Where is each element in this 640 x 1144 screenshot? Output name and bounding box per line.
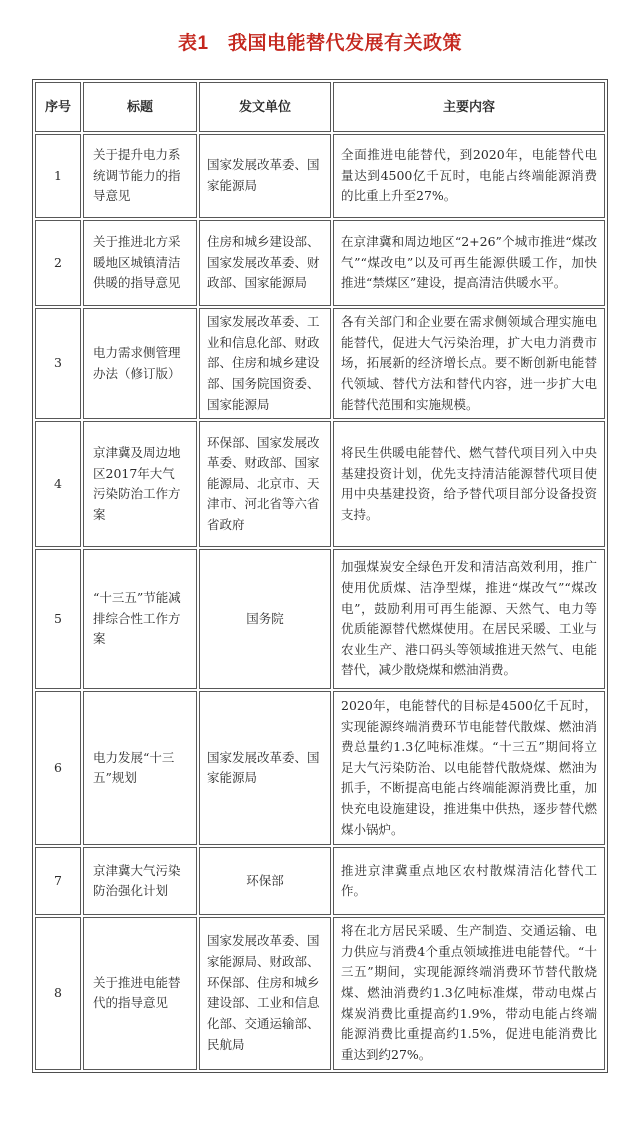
table-row <box>35 220 605 306</box>
cell-no: 6 <box>35 691 81 845</box>
cell-unit: 国家发展改革委、国家能源局、财政部、环保部、住房和城乡建设部、工业和信息化部、交通运输部、民航局 <box>199 917 331 1069</box>
table-row <box>35 691 605 845</box>
cell-unit: 国务院 <box>199 549 331 689</box>
table-row <box>35 549 605 689</box>
header-row <box>35 82 605 132</box>
table-row <box>35 134 605 218</box>
cell-content: 2020年，电能替代的目标是4500亿千瓦时，实现能源终端消费环节电能替代散煤、燃油消费总量约1.3亿吨标准煤。“十三五”期间将立足大气污染防治、以电能替代散烧煤、燃油为抓手，不断提高电能占终端能源消费比重，加快充电设施建设，推进集中供热，逐步替代燃煤小锅炉。 <box>333 691 605 845</box>
cell-title: 电力需求侧管理办法（修订版） <box>83 308 197 419</box>
column-header-content: 主要内容 <box>333 82 605 132</box>
cell-unit: 国家发展改革委、国家能源局 <box>199 691 331 845</box>
column-header-no: 序号 <box>35 82 81 132</box>
cell-title: “十三五”节能减排综合性工作方案 <box>83 549 197 689</box>
cell-unit: 国家发展改革委、国家能源局 <box>199 134 331 218</box>
cell-no: 1 <box>35 134 81 218</box>
cell-title: 电力发展“十三五”规划 <box>83 691 197 845</box>
cell-title: 关于推进北方采暖地区城镇清洁供暖的指导意见 <box>83 220 197 306</box>
policy-table <box>32 79 608 1073</box>
cell-no: 8 <box>35 917 81 1069</box>
cell-no: 2 <box>35 220 81 306</box>
cell-unit: 住房和城乡建设部、国家发展改革委、财政部、国家能源局 <box>199 220 331 306</box>
cell-content: 将民生供暖电能替代、燃气替代项目列入中央基建投资计划，优先支持清洁能源替代项目使用中央基建投资，给予替代项目部分设备投资支持。 <box>333 421 605 547</box>
column-header-unit: 发文单位 <box>199 82 331 132</box>
cell-content: 将在北方居民采暖、生产制造、交通运输、电力供应与消费4个重点领域推进电能替代。“十三五”期间，实现能源终端消费环节替代散烧煤、燃油消费约1.3亿吨标准煤，带动电煤占煤炭消费比重提高约1.9%，带动电能占终端能源消费比重提高约1.5%，促进电能消费比重达到约27%。 <box>333 917 605 1069</box>
table-row <box>35 308 605 419</box>
cell-no: 7 <box>35 847 81 915</box>
cell-title: 关于提升电力系统调节能力的指导意见 <box>83 134 197 218</box>
table-row <box>35 917 605 1069</box>
cell-title: 关于推进电能替代的指导意见 <box>83 917 197 1069</box>
cell-content: 推进京津冀重点地区农村散煤清洁化替代工作。 <box>333 847 605 915</box>
table-row <box>35 421 605 547</box>
table-row <box>35 847 605 915</box>
cell-title: 京津冀及周边地区2017年大气污染防治工作方案 <box>83 421 197 547</box>
cell-no: 4 <box>35 421 81 547</box>
cell-content: 在京津冀和周边地区“2+26”个城市推进“煤改气”“煤改电”以及可再生能源供暖工作，加快推进“禁煤区”建设，提高清洁供暖水平。 <box>333 220 605 306</box>
cell-unit: 环保部、国家发展改革委、财政部、国家能源局、北京市、天津市、河北省等六省省政府 <box>199 421 331 547</box>
cell-content: 加强煤炭安全绿色开发和清洁高效利用，推广使用优质煤、洁净型煤，推进“煤改气”“煤改电”，鼓励利用可再生能源、天然气、电力等优质能源替代燃煤使用。在居民采暖、工业与农业生产、港口码头等领域推进天然气、电能替代，减少散烧煤和燃油消费。 <box>333 549 605 689</box>
cell-content: 各有关部门和企业要在需求侧领域合理实施电能替代，促进大气污染治理，扩大电力消费市场，拓展新的经济增长点。要不断创新电能替代领域、替代方法和替代内容，进一步扩大电能替代范围和实施规模。 <box>333 308 605 419</box>
column-header-title: 标题 <box>83 82 197 132</box>
cell-unit: 环保部 <box>199 847 331 915</box>
cell-title: 京津冀大气污染防治强化计划 <box>83 847 197 915</box>
cell-content: 全面推进电能替代，到2020年，电能替代电量达到4500亿千瓦时，电能占终端能源消费的比重上升至27%。 <box>333 134 605 218</box>
table-caption: 表1 我国电能替代发展有关政策 <box>177 33 463 54</box>
cell-no: 3 <box>35 308 81 419</box>
cell-unit: 国家发展改革委、工业和信息化部、财政部、住房和城乡建设部、国务院国资委、国家能源局 <box>199 308 331 419</box>
cell-no: 5 <box>35 549 81 689</box>
